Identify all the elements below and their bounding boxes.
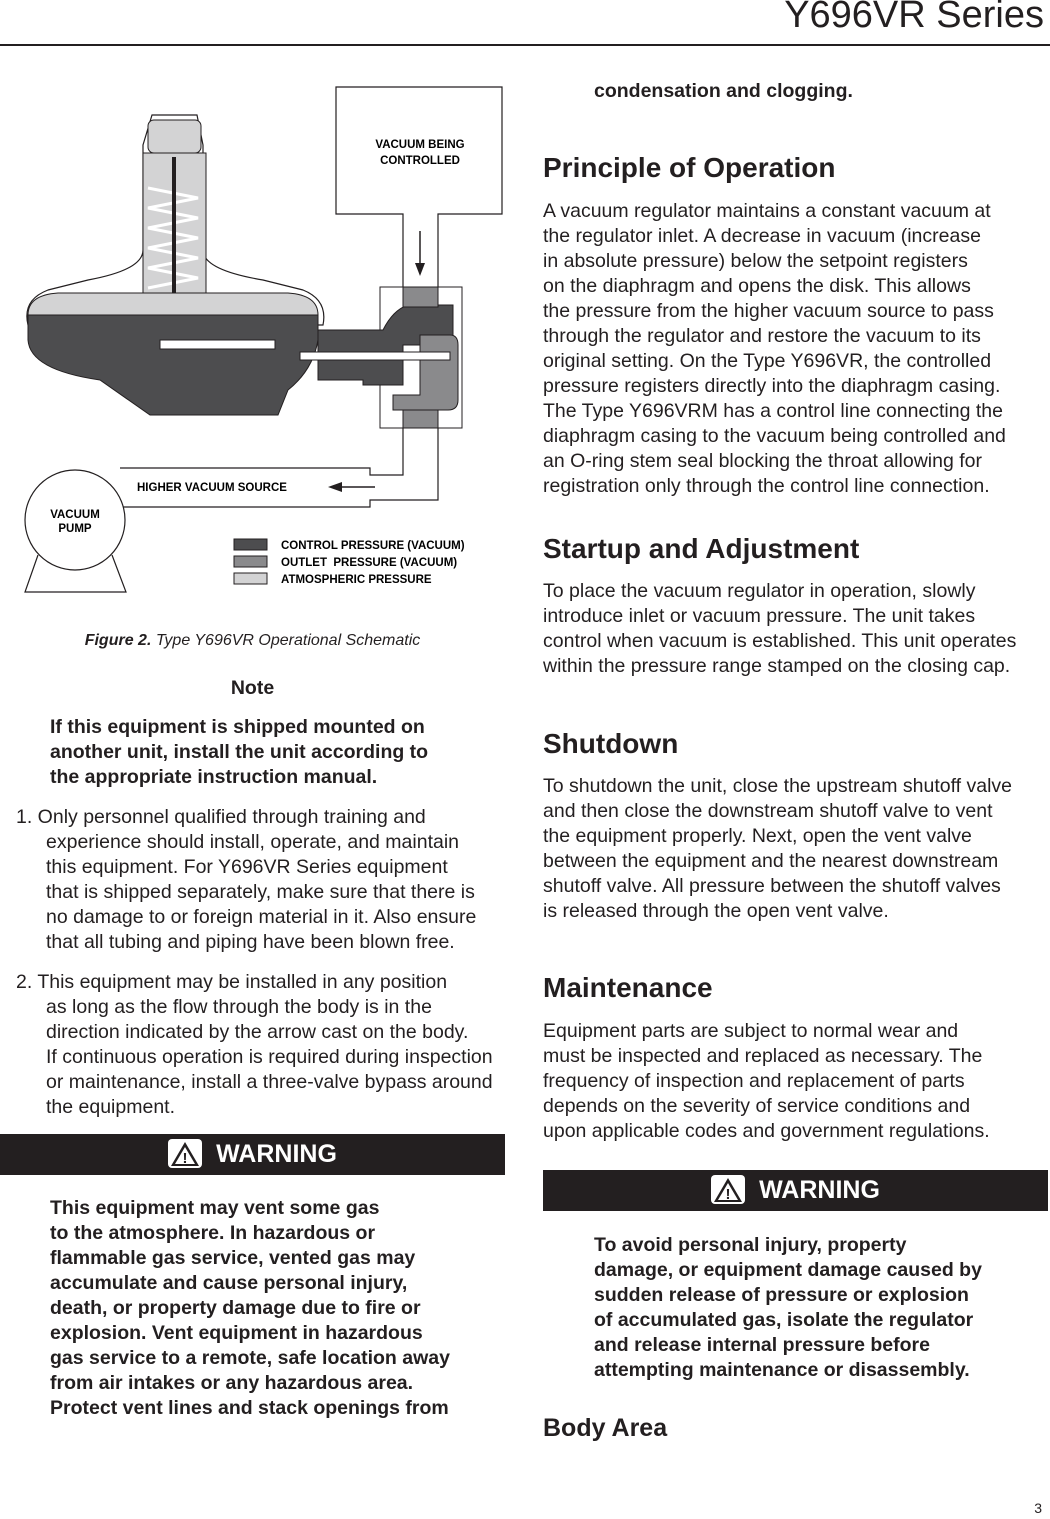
pump-label-1: VACUUM [50, 509, 100, 521]
note-text: If this equipment is shipped mounted on another unit, install the unit according to the appropriate instruction manual. [50, 716, 429, 788]
higher-vacuum-source-label: HIGHER VACUUM SOURCE [137, 482, 287, 494]
legend-label-control: CONTROL PRESSURE (VACUUM) [281, 540, 465, 552]
legend-swatch-outlet [234, 556, 267, 567]
legend-swatch-atmospheric [234, 573, 267, 584]
vacuum-box-label-2: CONTROLLED [380, 155, 460, 167]
warning-text-left: This equipment may vent some gas to the atmosphere. In hazardous or flammable gas service, vented gas may accumulate and cause personal injury, death, or property damage due to fire or explosion. Vent equipment in hazardous gas service to a remote, safe location away from air intakes or any hazardous area. Protect vent lines and stack openings from [50, 1197, 450, 1419]
pump-label-2: PUMP [58, 523, 92, 535]
warning-text-right: To avoid personal injury, property damage, or equipment damage caused by sudden release of pressure or explosion of accumulated gas, isolate the regulator and release internal pressure before attempting maintenance or disassembly. [594, 1234, 982, 1381]
warning-banner-right [543, 1170, 1048, 1211]
figure-caption-text: Type Y696VR Operational Schematic [151, 632, 421, 649]
heading-shutdown: Shutdown [543, 728, 679, 759]
heading-principle-of-operation: Principle of Operation [543, 152, 836, 183]
list-item-1: 1. Only personnel qualified through training and experience should install, operate, and maintain this equipment. For Y696VR Series equipment that is shipped separately, make sure that there is no damage to or foreign material in it. Also ensure that all tubing and piping have been blown free. [16, 806, 477, 953]
maintenance-text: Equipment parts are subject to normal wear and must be inspected and replaced as necessary. The frequency of inspection and replacement of parts depends on the severity of service conditions and upon applicable codes and government regulations. [543, 1020, 990, 1142]
warning-triangle-icon [711, 1175, 745, 1207]
startup-text: To place the vacuum regulator in operation, slowly introduce inlet or vacuum pressure. The unit takes control when vacuum is established. This unit operates within the pressure range stamped on the closing cap. [543, 580, 1017, 677]
heading-maintenance: Maintenance [543, 972, 713, 1003]
flow-arrow-left-icon [328, 482, 375, 492]
document-title: Y696VR Series [784, 0, 1044, 36]
flow-arrow-down-icon [415, 231, 425, 276]
page-number: 3 [1034, 1500, 1042, 1516]
heading-startup-and-adjustment: Startup and Adjustment [543, 533, 860, 564]
figure-number: Figure 2. [84, 632, 152, 649]
header-rule [0, 44, 1050, 46]
warning-banner-left [0, 1134, 505, 1175]
vacuum-being-controlled-box [336, 87, 502, 287]
operational-schematic [0, 80, 510, 600]
valve-body [300, 287, 462, 428]
figure-caption [0, 632, 505, 650]
legend-swatch-control [234, 539, 267, 550]
list-item-2: 2. This equipment may be installed in any position as long as the flow through the body is in the direction indicated by the arrow cast on the body. If continuous operation is required during inspection or maintenance, install a three-valve bypass around the equipment. [16, 971, 493, 1118]
svg-text:!: ! [182, 1149, 188, 1167]
legend-label-outlet: OUTLET PRESSURE (VACUUM) [281, 557, 458, 569]
legend [234, 539, 465, 586]
svg-text:!: ! [725, 1185, 731, 1203]
warning-label: WARNING [216, 1140, 337, 1168]
outlet-piping [120, 428, 438, 507]
vacuum-box-label-1: VACUUM BEING [375, 139, 465, 151]
heading-body-area: Body Area [543, 1414, 668, 1442]
warning-label: WARNING [759, 1176, 880, 1204]
warning-triangle-icon [168, 1139, 202, 1171]
principle-of-operation-text: A vacuum regulator maintains a constant vacuum at the regulator inlet. A decrease in vacuum (increase in absolute pressure) below the setpoint registers on the diaphragm and opens the disk. This allows the pressure from the higher vacuum source to pass through the regulator and restore the vacuum to its original setting. On the Type Y696VR, the controlled pressure registers directly into the diaphragm casing. The Type Y696VRM has a control line connecting the diaphragm casing to the vacuum being controlled and an O-ring stem seal blocking the throat allowing for registration only through the control line connection. [543, 200, 1006, 497]
legend-label-atmospheric: ATMOSPHERIC PRESSURE [281, 574, 432, 586]
note-title: Note [230, 677, 275, 699]
diaphragm-casing [28, 293, 318, 415]
continued-text: condensation and clogging. [594, 80, 853, 102]
shutdown-text: To shutdown the unit, close the upstream shutoff valve and then close the downstream shutoff valve to vent the equipment properly. Next, open the vent valve between the equipment and the nearest downstream shutoff valve. All pressure between the shutoff valves is released through the open vent valve. [543, 775, 1012, 922]
